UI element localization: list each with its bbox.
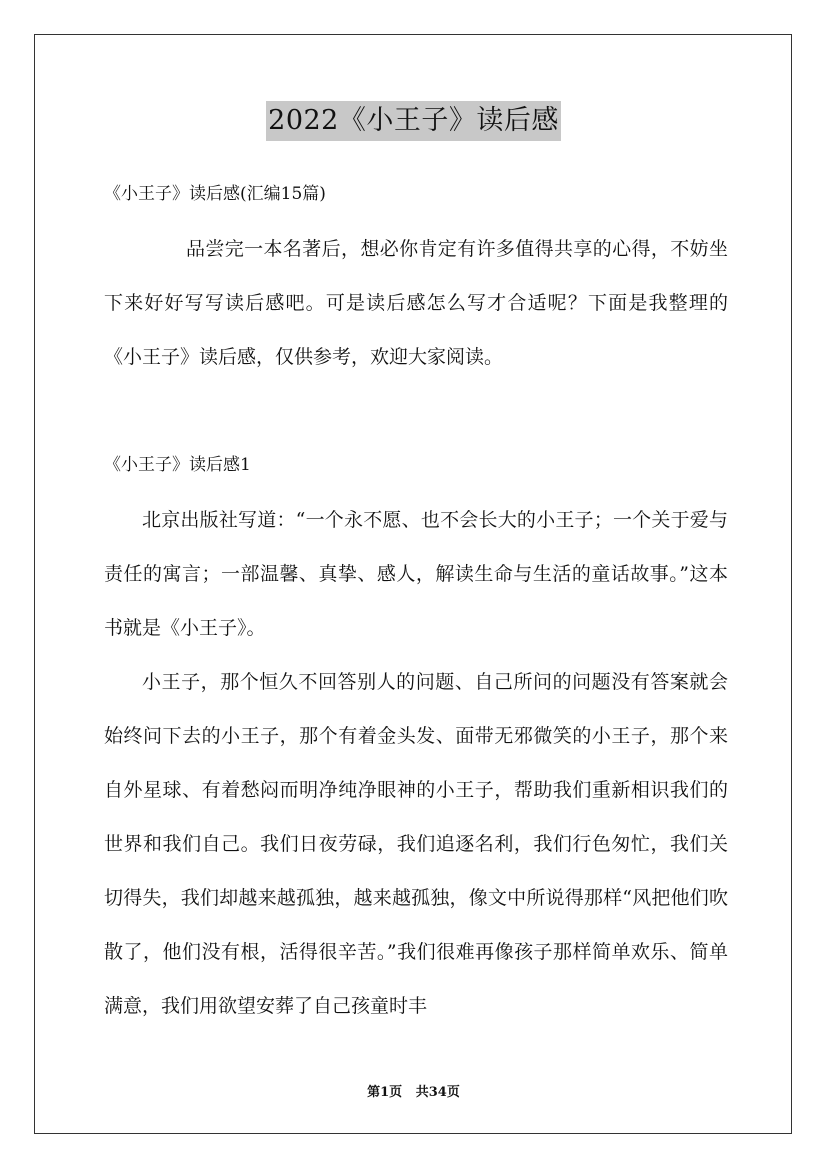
body-paragraph-2: 小王子，那个恒久不回答别人的问题、自己所问的问题没有答案就会始终问下去的小王子，那个有着金头发、面带无邪微笑的小王子，那个来自外星球、有着愁闷而明净纯净眼神的小王子，帮助我们重新相识我们的世界和我们自己。我们日夜劳碌，我们追逐名利，我们行色匆忙，我们关切得失，我们却越来越孤独，越来越孤独，像文中所说得那样“风把他们吹散了，他们没有根，活得很辛苦。”我们很难再像孩子那样简单欢乐、简单满意，我们用欲望安葬了自己孩童时丰: [104, 671, 728, 1017]
document-title: 2022《小王子》读后感: [266, 101, 561, 141]
footer-spacer: [402, 1085, 416, 1100]
page-footer: [0, 1084, 827, 1102]
page-number: 第1页: [367, 1085, 403, 1100]
body-paragraph-1: 北京出版社写道：“一个永不愿、也不会长大的小王子；一个关于爱与责任的寓言；一部温馨、真挚、感人，解读生命与生活的童话故事。”这本书就是《小王子》。: [104, 509, 728, 639]
document-subtitle: 《小王子》读后感(汇编15篇): [104, 184, 326, 204]
section-heading: 《小王子》读后感1: [104, 455, 251, 475]
intro-paragraph: 品尝完一本名著后，想必你肯定有许多值得共享的心得，不妨坐下来好好写写读后感吧。可是读后感怎么写才合适呢？下面是我整理的《小王子》读后感，仅供参考，欢迎大家阅读。: [104, 238, 728, 368]
page-total: 共34页: [415, 1085, 460, 1100]
title-container: [0, 101, 827, 141]
